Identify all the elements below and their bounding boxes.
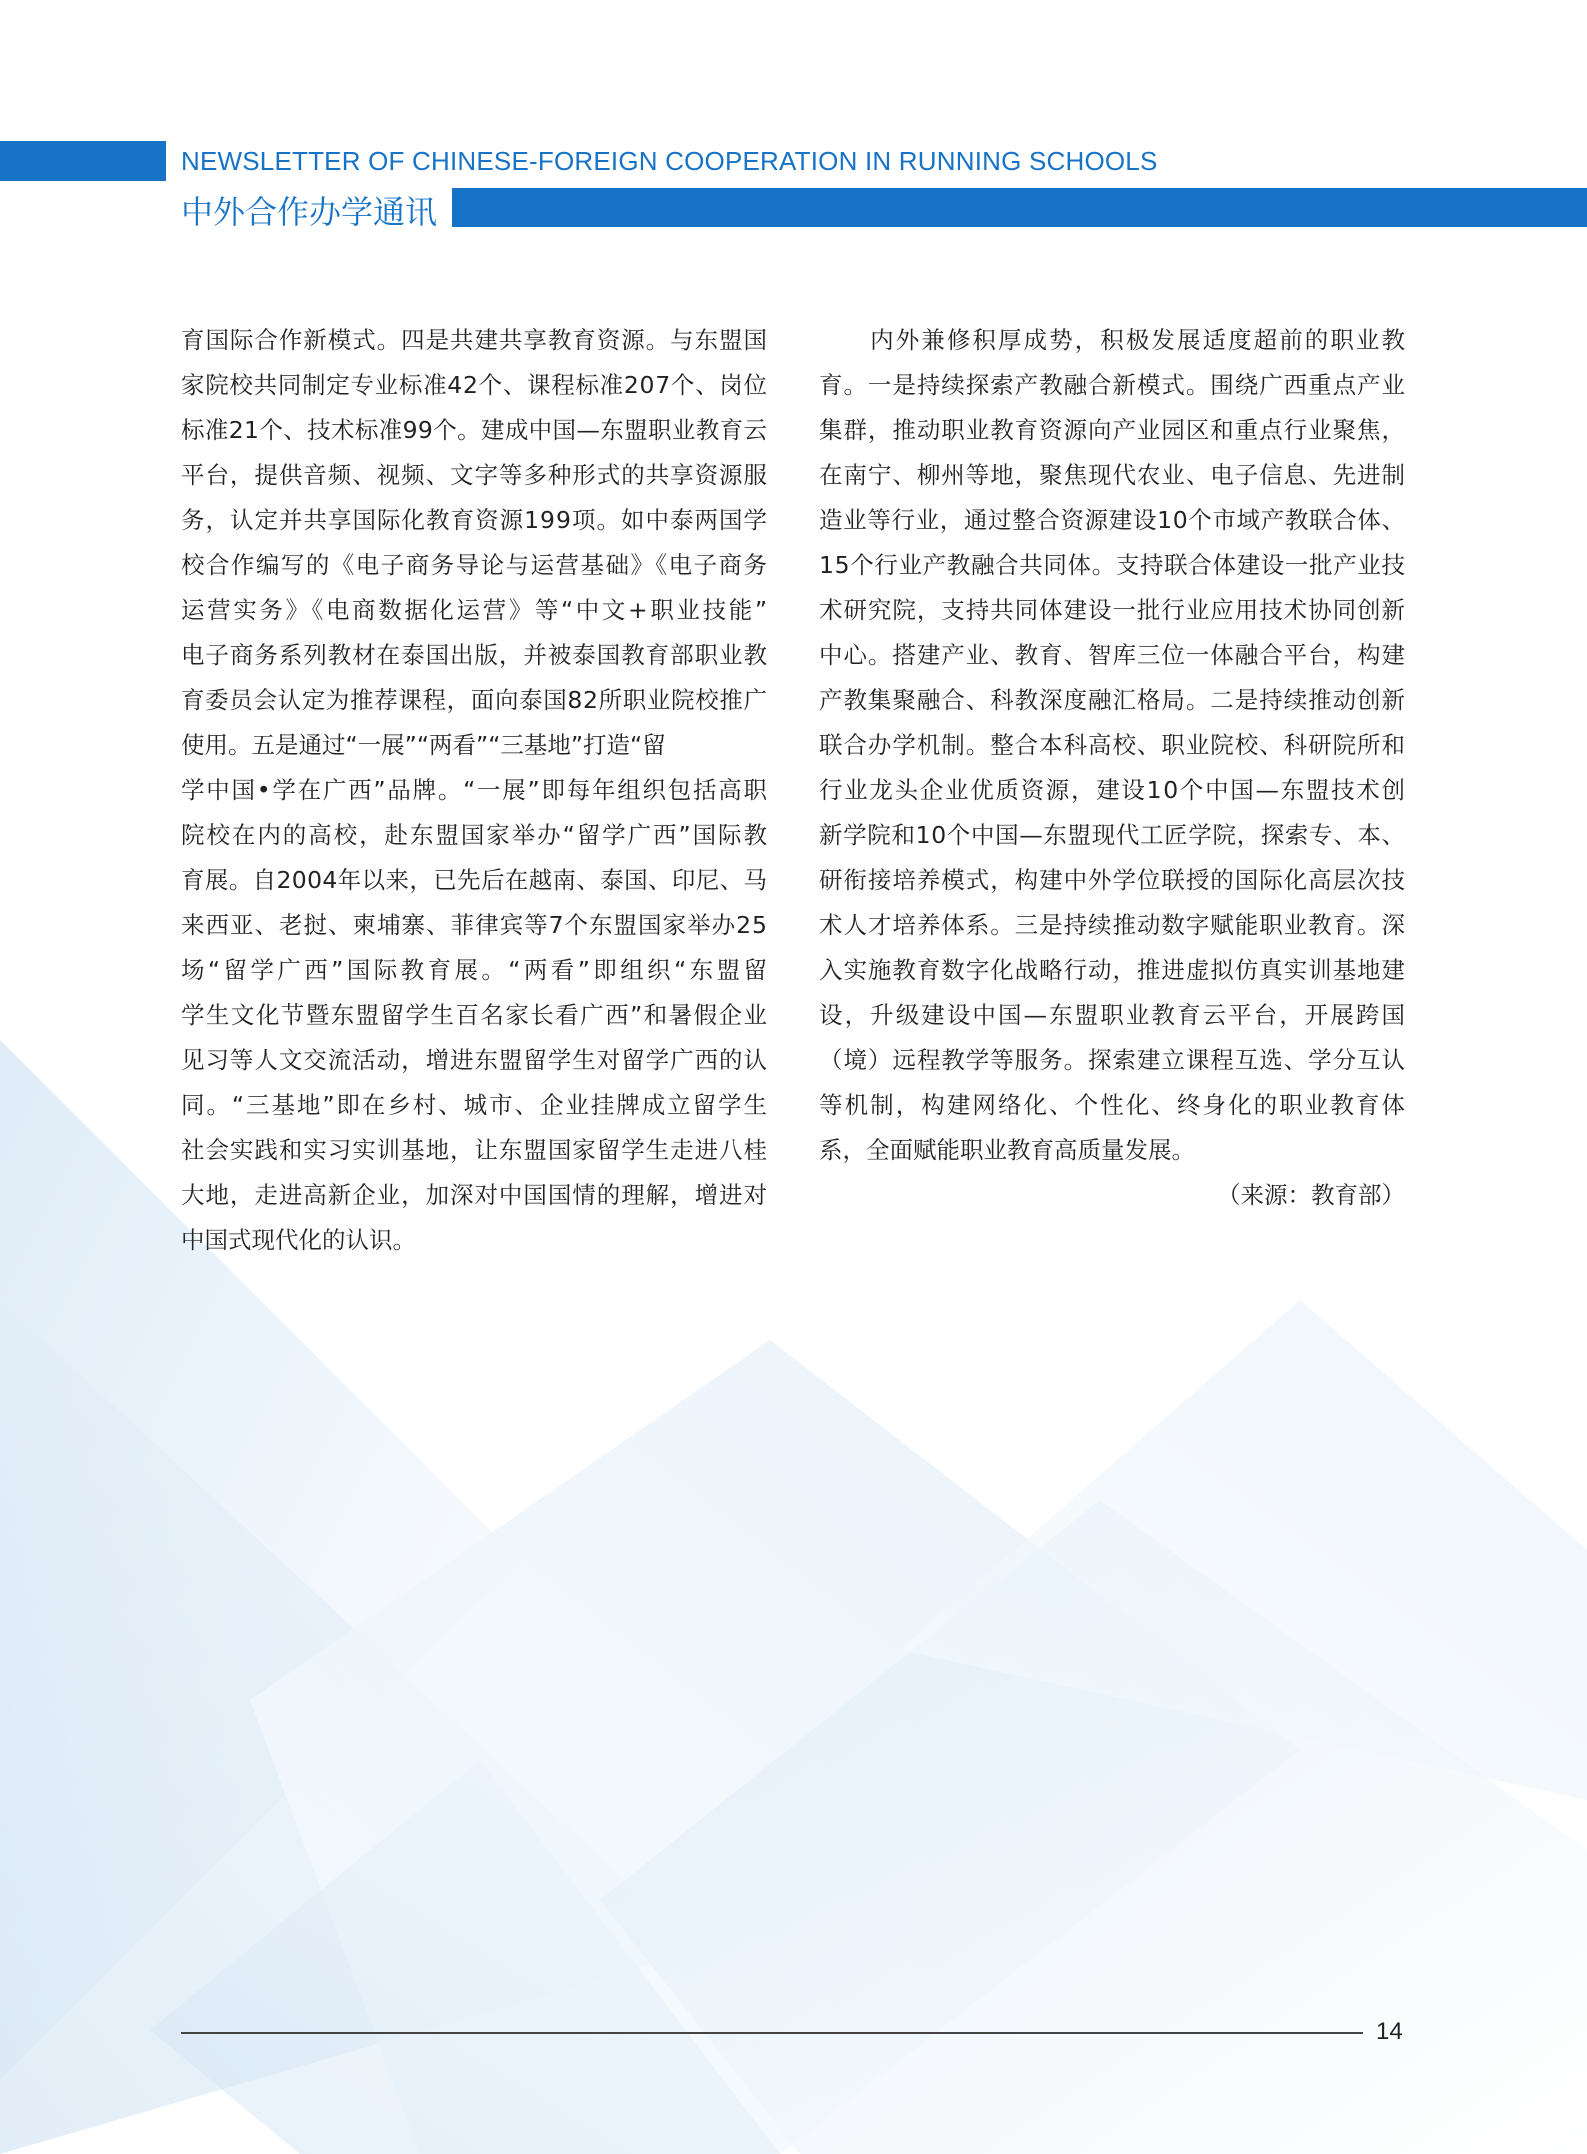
text-line: 校合作编写的《电子商务导论与运营基础》《电子商务 — [181, 551, 769, 579]
source-credit: （来源：教育部） — [1217, 1181, 1405, 1209]
header-accent-bar-right — [452, 188, 1587, 227]
text-line: 内外兼修积厚成势，积极发展适度超前的职业教 — [819, 326, 1408, 354]
text-line: 育国际合作新模式。四是共建共享教育资源。与东盟国 — [181, 326, 768, 354]
header-title-cn: 中外合作办学通讯 — [181, 193, 438, 231]
text-line: 标准21个、技术标准99个。建成中国—东盟职业教育云 — [181, 416, 768, 444]
header-title-en: NEWSLETTER OF CHINESE-FOREIGN COOPERATION IN RUNNING SCHOOLS — [181, 146, 1158, 176]
text-line: 联合办学机制。整合本科高校、职业院校、科研院所和 — [819, 731, 1406, 759]
text-line: 行业龙头企业优质资源，建设10个中国—东盟技术创 — [819, 776, 1407, 804]
text-line: 造业等行业，通过整合资源建设10个市域产教联合体、 — [819, 506, 1406, 534]
text-line: 学中国•学在广西”品牌。“一展”即每年组织包括高职 — [181, 776, 769, 804]
text-line: 家院校共同制定专业标准42个、课程标准207个、岗位 — [181, 371, 768, 399]
text-line: 中心。搭建产业、教育、智库三位一体融合平台，构建 — [819, 641, 1406, 669]
text-line: 在南宁、柳州等地，聚焦现代农业、电子信息、先进制 — [819, 461, 1406, 489]
article-column-left — [181, 318, 771, 1263]
text-line: 术人才培养体系。三是持续推动数字赋能职业教育。深 — [819, 911, 1406, 939]
text-line: 来西亚、老挝、柬埔寨、菲律宾等7个东盟国家举办25 — [181, 911, 769, 939]
text-line: 院校在内的高校，赴东盟国家举办“留学广西”国际教 — [181, 821, 769, 849]
text-line: 产教集聚融合、科教深度融汇格局。二是持续推动创新 — [819, 686, 1406, 714]
text-line: 育委员会认定为推荐课程，面向泰国82所职业院校推广 — [181, 686, 768, 714]
text-line: 场“留学广西”国际教育展。“两看”即组织“东盟留 — [181, 956, 771, 984]
text-line: 使用。五是通过“一展”“两看”“三基地”打造“留 — [181, 731, 666, 759]
text-line: 育。一是持续探索产教融合新模式。围绕广西重点产业 — [819, 371, 1406, 399]
text-line: 见习等人文交流活动，增进东盟留学生对留学广西的认 — [181, 1046, 768, 1074]
text-line: 15个行业产教融合共同体。支持联合体建设一批产业技 — [819, 551, 1406, 579]
text-line: 育展。自2004年以来，已先后在越南、泰国、印尼、马 — [181, 866, 768, 894]
text-line: 设，升级建设中国—东盟职业教育云平台，开展跨国 — [819, 1001, 1408, 1029]
page-number: 14 — [1376, 2018, 1403, 2045]
article-column-right — [819, 318, 1408, 1218]
text-line: 平台，提供音频、视频、文字等多种形式的共享资源服 — [181, 461, 768, 489]
text-line: 入实施教育数字化战略行动，推进虚拟仿真实训基地建 — [819, 956, 1406, 984]
text-line: （境）远程教学等服务。探索建立课程互选、学分互认 — [819, 1046, 1406, 1074]
text-line: 术研究院，支持共同体建设一批行业应用技术协同创新 — [819, 596, 1406, 624]
text-line: 等机制，构建网络化、个性化、终身化的职业教育体 — [819, 1091, 1408, 1119]
text-line: 中国式现代化的认识。 — [181, 1226, 416, 1254]
text-line: 电子商务系列教材在泰国出版，并被泰国教育部职业教 — [181, 641, 768, 669]
text-line: 研衔接培养模式，构建中外学位联授的国际化高层次技 — [819, 866, 1406, 894]
text-line: 同。“三基地”即在乡村、城市、企业挂牌成立留学生 — [181, 1091, 769, 1119]
text-line: 新学院和10个中国—东盟现代工匠学院，探索专、本、 — [819, 821, 1406, 849]
text-line: 社会实践和实习实训基地，让东盟国家留学生走进八桂 — [181, 1136, 768, 1164]
footer-divider — [181, 2032, 1363, 2034]
text-line: 集群，推动职业教育资源向产业园区和重点行业聚焦， — [819, 416, 1406, 444]
text-line: 运营实务》《电商数据化运营》等“中文+职业技能” — [181, 596, 770, 624]
text-line: 学生文化节暨东盟留学生百名家长看广西”和暑假企业 — [181, 1001, 769, 1029]
header-accent-bar-left — [0, 141, 166, 181]
text-line: 务，认定并共享国际化教育资源199项。如中泰两国学 — [181, 506, 769, 534]
text-line: 大地，走进高新企业，加深对中国国情的理解，增进对 — [181, 1181, 768, 1209]
text-line: 系，全面赋能职业教育高质量发展。 — [819, 1136, 1195, 1164]
